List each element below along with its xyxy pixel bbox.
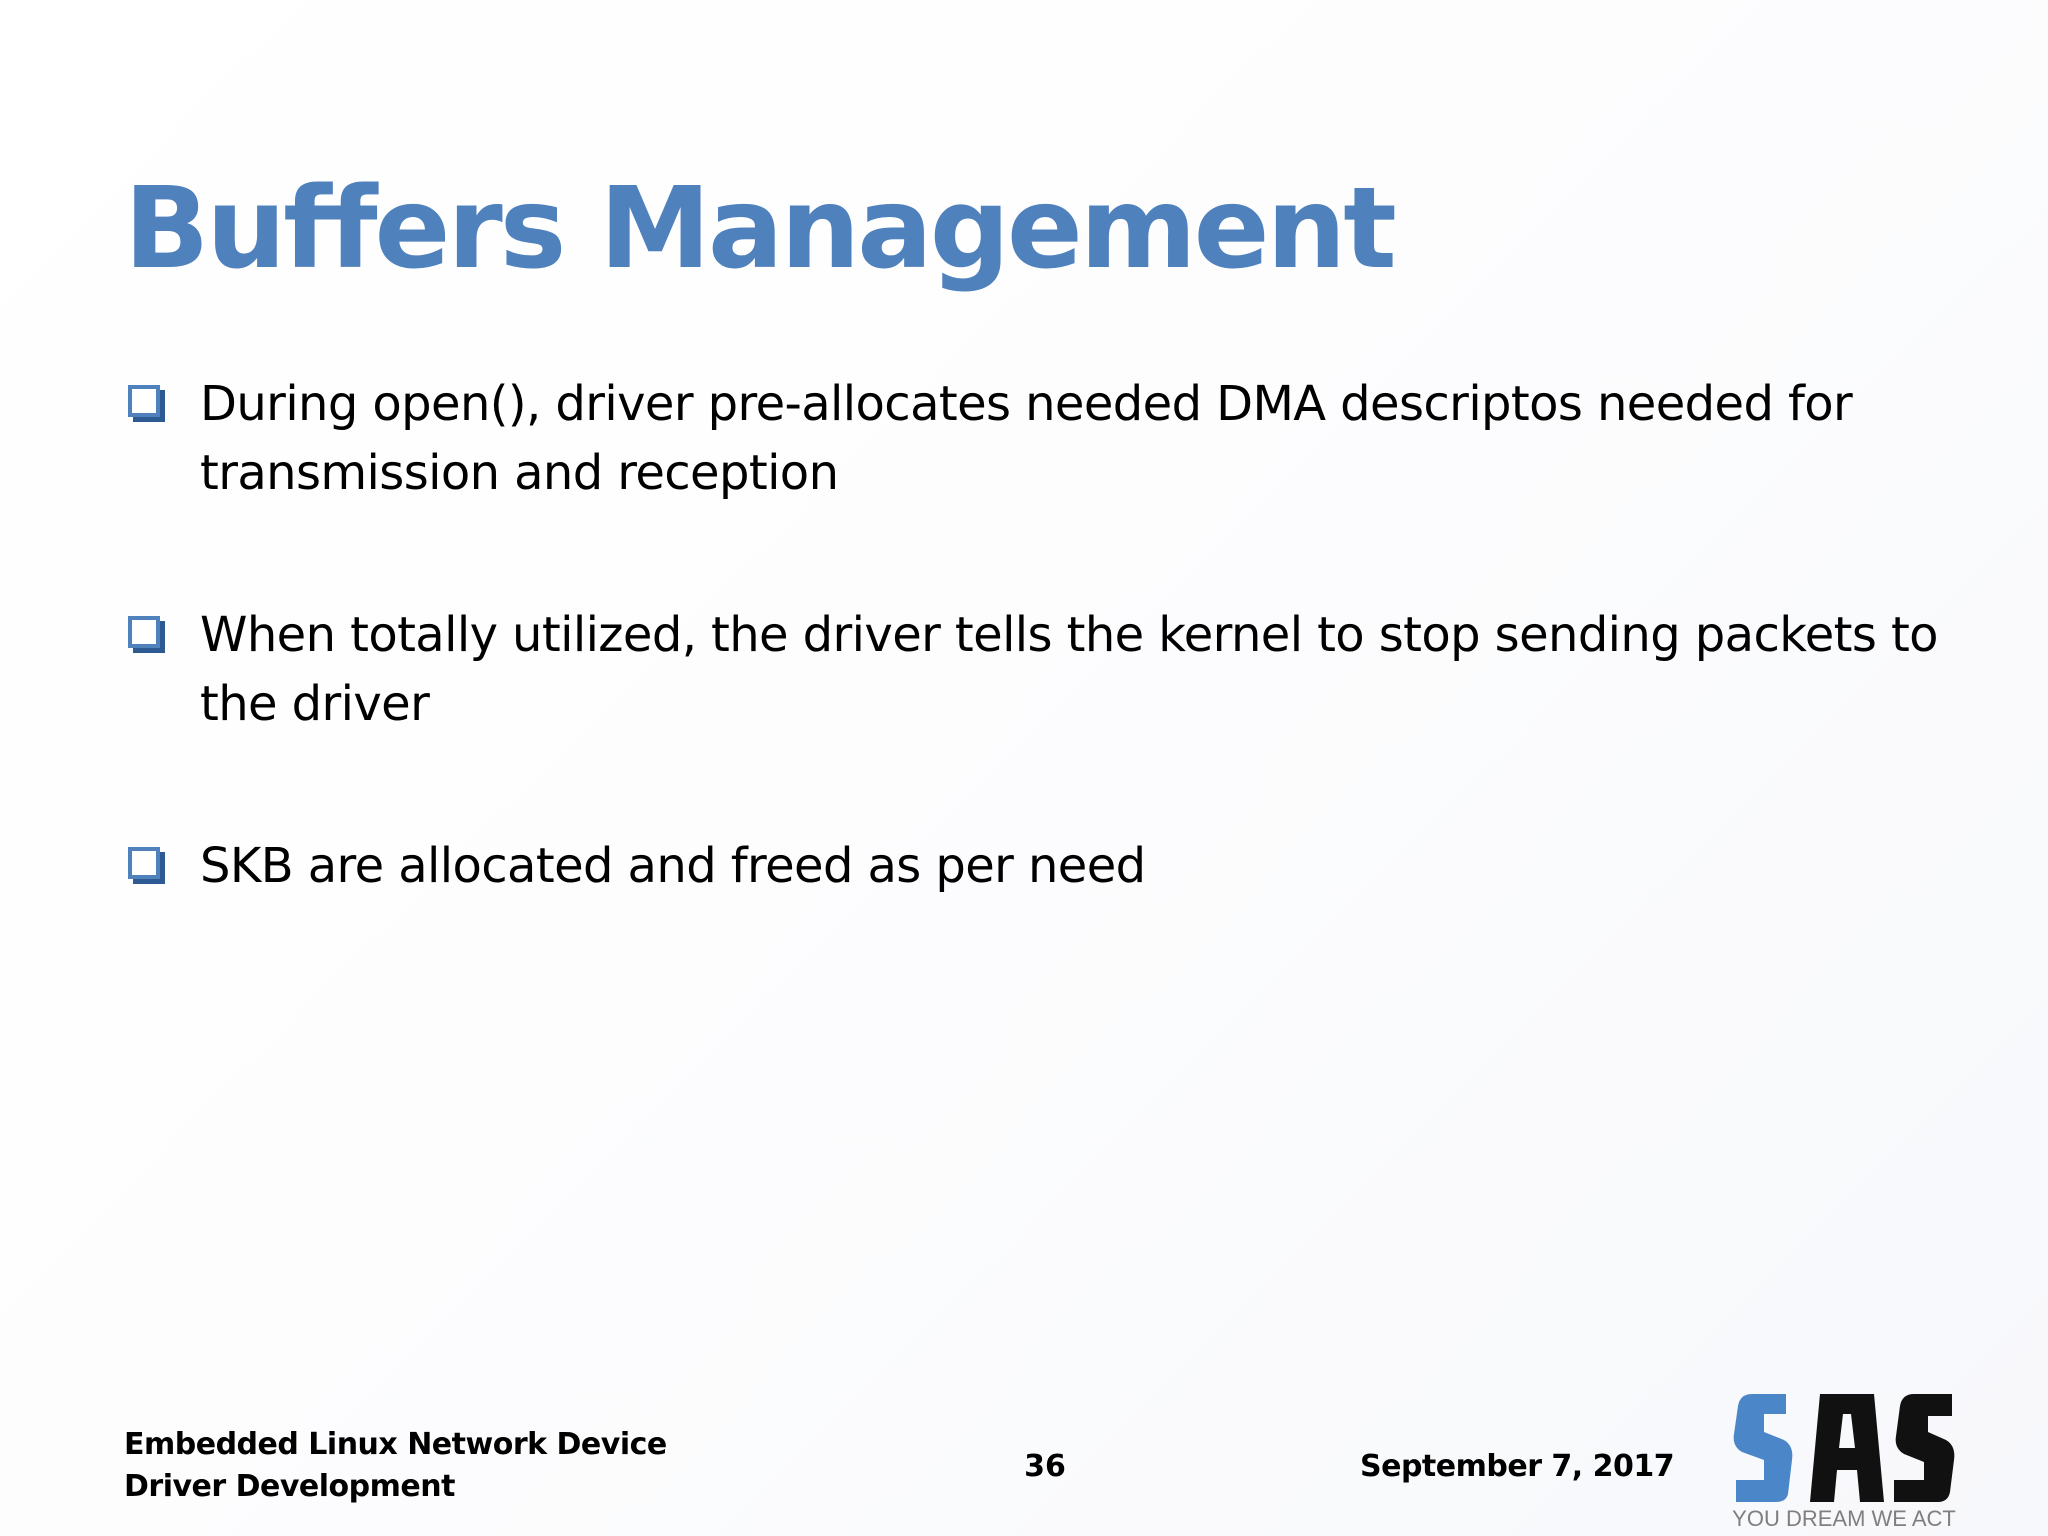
sas-logo-mark-icon <box>1724 1384 1964 1514</box>
bullet-item <box>124 370 1944 508</box>
footer-course-title: Embedded Linux Network Device Driver Development <box>124 1427 667 1504</box>
sas-logo <box>1724 1384 1964 1534</box>
bullet-text: During open(), driver pre-allocates needed DMA descriptos needed for transmission and reception <box>200 376 1853 501</box>
logo-tagline: YOU DREAM WE ACT <box>1732 1506 1956 1531</box>
footer-page-number: 36 <box>1024 1449 1066 1484</box>
bullet-item <box>124 601 1944 739</box>
bullet-list <box>124 370 1944 901</box>
checkbox-bullet-icon <box>128 385 160 417</box>
checkbox-bullet-icon <box>128 616 160 648</box>
bullet-item <box>124 832 1944 901</box>
slide-title: Buffers Management <box>124 164 1394 294</box>
bullet-text: When totally utilized, the driver tells the kernel to stop sending packets to the driver <box>200 607 1938 732</box>
checkbox-bullet-icon <box>128 847 160 879</box>
footer-date: September 7, 2017 <box>1360 1449 1675 1484</box>
bullet-text: SKB are allocated and freed as per need <box>200 838 1146 894</box>
